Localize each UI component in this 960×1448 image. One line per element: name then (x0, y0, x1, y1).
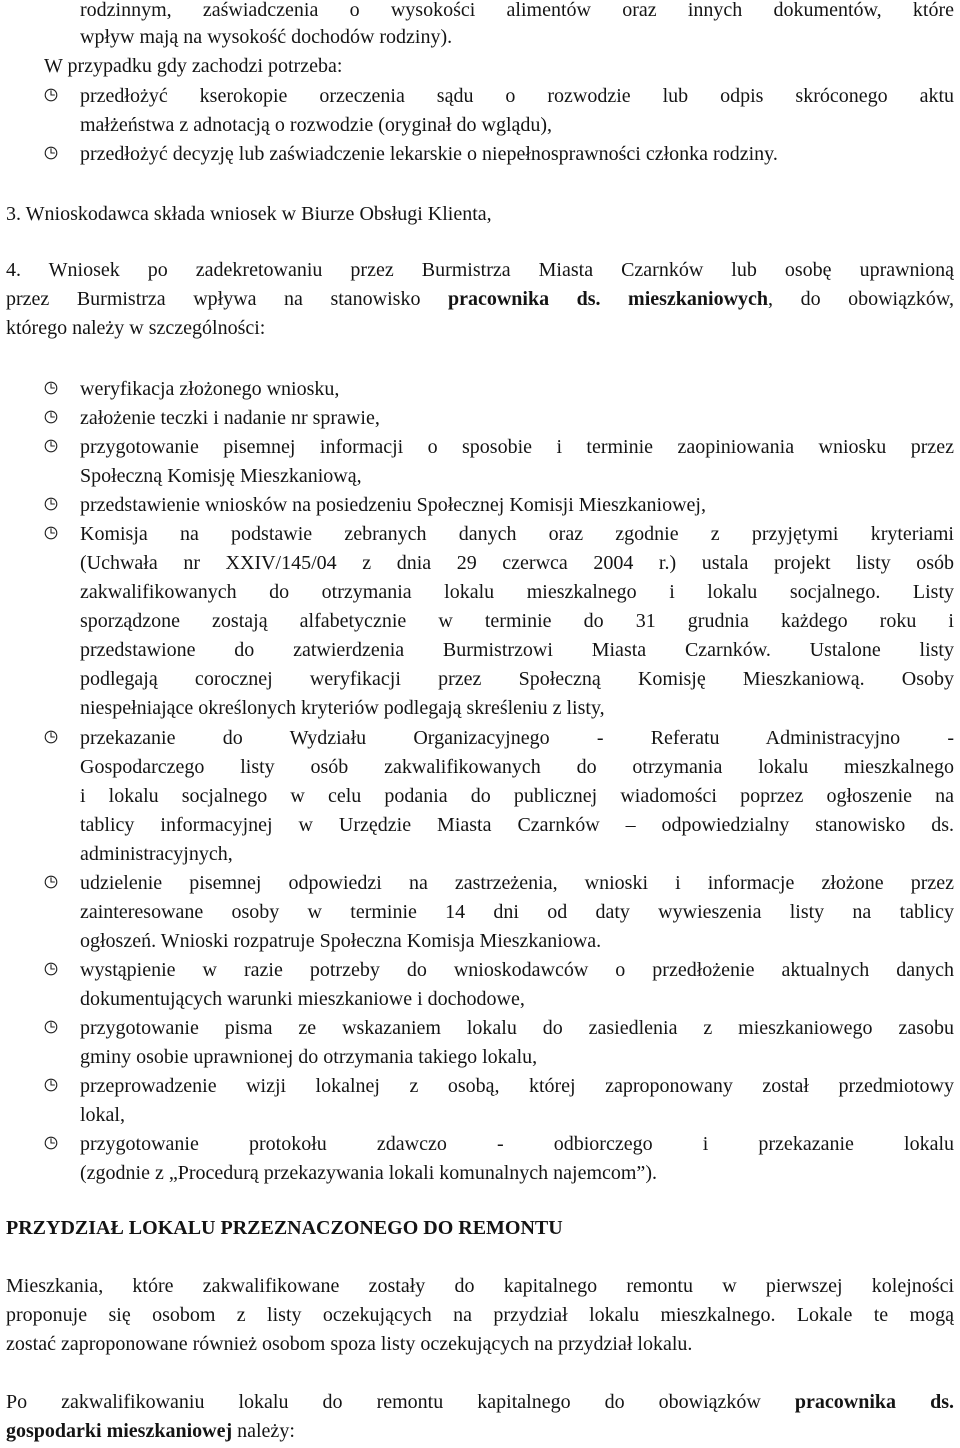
clock-bullet-icon (44, 491, 58, 520)
duty-10-line-2: lokal, (80, 1104, 125, 1126)
role-bold: pracownika ds. mieszkaniowych (447, 288, 769, 310)
clock-bullet-icon (44, 433, 58, 462)
clock-bullet-icon (44, 404, 58, 433)
intro-bullet-1-line-2: małżeństwa z adnotacją o rozwodzie (oryginał do wglądu), (80, 114, 553, 136)
section-para-1-line-3: zostać zaproponowane również osobom spoza listy oczekujących na przydział lokalu. (6, 1333, 693, 1355)
duty-6-line-1: przekazanie do Wydziału Organizacyjnego - Referatu Administracyjno - (80, 727, 954, 749)
duty-4-line-1: przedstawienie wniosków na posiedzeniu Społecznej Komisji Mieszkaniowej, (80, 494, 706, 516)
duty-1-line-1: weryfikacja złożonego wniosku, (80, 378, 340, 400)
role-bold: pracownika ds. (794, 1391, 954, 1413)
clock-bullet-icon (44, 724, 58, 753)
intro-line-3: W przypadku gdy zachodzi potrzeba: (44, 55, 343, 77)
clock-bullet-icon (44, 1130, 58, 1159)
duty-5-line-6: podlegają corocznej weryfikacji przez Społeczną Komisję Mieszkaniową. Osoby (80, 668, 954, 690)
duty-7-line-2: zainteresowane osoby w terminie 14 dni od daty wywieszenia listy na tablicy (80, 901, 954, 923)
duty-6-line-2: Gospodarczego listy osób zakwalifikowanych do otrzymania lokalu mieszkalnego (80, 756, 954, 778)
intro-bullet-1-line-1: przedłożyć kserokopie orzeczenia sądu o rozwodzie lub odpis skróconego aktu (80, 85, 954, 107)
duty-6-line-4: tablicy informacyjnej w Urzędzie Miasta Czarnków – odpowiedzialny stanowisko ds. (80, 814, 954, 836)
item-3: 3. Wnioskodawca składa wniosek w Biurze Obsługi Klienta, (6, 203, 492, 225)
clock-bullet-icon (44, 375, 58, 404)
clock-bullet-icon (44, 956, 58, 985)
item-4-line-2: przez Burmistrza wpływa na stanowisko pracownika ds. mieszkaniowych, do obowiązków, (6, 288, 954, 310)
duty-6-line-3: i lokalu socjalnego w celu podania do publicznej wiadomości poprzez ogłoszenie na (80, 785, 954, 807)
duty-6-line-5: administracyjnych, (80, 843, 233, 865)
section-para-1-line-2: proponuje się osobom z listy oczekujących na przydział lokalu mieszkalnego. Lokale te mogą (6, 1304, 954, 1326)
duty-5-line-1: Komisja na podstawie zebranych danych oraz zgodnie z przyjętymi kryteriami (80, 523, 954, 545)
duty-8-line-1: wystąpienie w razie potrzeby do wnioskodawców o przedłożenie aktualnych danych (80, 959, 954, 981)
clock-bullet-icon (44, 520, 58, 549)
duty-7-line-1: udzielenie pisemnej odpowiedzi na zastrzeżenia, wnioski i informacje złożone przez (80, 872, 954, 894)
duty-11-line-2: (zgodnie z „Procedurą przekazywania lokali komunalnych najemcom”). (80, 1162, 657, 1184)
section-para-2-line-1: Po zakwalifikowaniu lokalu do remontu kapitalnego do obowiązków pracownika ds. (6, 1391, 954, 1413)
duty-10-line-1: przeprowadzenie wizji lokalnej z osobą, której zaproponowany został przedmiotowy (80, 1075, 954, 1097)
item-4-line-3: którego należy w szczególności: (6, 317, 266, 339)
duty-3-line-2: Społeczną Komisję Mieszkaniową, (80, 465, 362, 487)
duty-9-line-1: przygotowanie pisma ze wskazaniem lokalu do zasiedlenia z mieszkaniowego zasobu (80, 1017, 954, 1039)
section-para-2-line-2: gospodarki mieszkaniowej należy: (6, 1420, 295, 1442)
clock-bullet-icon (44, 82, 58, 111)
intro-line-1: rodzinnym, zaświadczenia o wysokości alimentów oraz innych dokumentów, które (80, 0, 954, 21)
section-para-1-line-1: Mieszkania, które zakwalifikowane zostały do kapitalnego remontu w pierwszej kolejności (6, 1275, 954, 1297)
item-4-line-1: 4. Wniosek po zadekretowaniu przez Burmistrza Miasta Czarnków lub osobę uprawnioną (6, 259, 954, 281)
clock-bullet-icon (44, 1014, 58, 1043)
duty-2-line-1: założenie teczki i nadanie nr sprawie, (80, 407, 380, 429)
duty-5-line-3: zakwalifikowanych do otrzymania lokalu mieszkalnego i lokalu socjalnego. Listy (80, 581, 954, 603)
duty-3-line-1: przygotowanie pisemnej informacji o sposobie i terminie zaopiniowania wniosku przez (80, 436, 954, 458)
duty-5-line-7: niespełniające określonych kryteriów podlegają skreśleniu z listy, (80, 697, 605, 719)
duty-5-line-5: przedstawione do zatwierdzenia Burmistrzowi Miasta Czarnków. Ustalone listy (80, 639, 954, 661)
duty-9-line-2: gminy osobie uprawnionej do otrzymania takiego lokalu, (80, 1046, 538, 1068)
intro-bullet-2-line-1: przedłożyć decyzję lub zaświadczenie lekarskie o niepełnosprawności członka rodziny. (80, 143, 778, 165)
duty-5-line-4: sporządzone zostają alfabetycznie w terminie do 31 grudnia każdego roku i (80, 610, 954, 632)
clock-bullet-icon (44, 1072, 58, 1101)
clock-bullet-icon (44, 140, 58, 169)
section-heading: PRZYDZIAŁ LOKALU PRZEZNACZONEGO DO REMONTU (6, 1217, 563, 1239)
role-bold: gospodarki mieszkaniowej (6, 1420, 233, 1442)
clock-bullet-icon (44, 869, 58, 898)
duty-8-line-2: dokumentujących warunki mieszkaniowe i dochodowe, (80, 988, 525, 1010)
intro-line-2: wpływ mają na wysokość dochodów rodziny). (80, 26, 453, 48)
duty-11-line-1: przygotowanie protokołu zdawczo - odbiorczego i przekazanie lokalu (80, 1133, 954, 1155)
duty-7-line-3: ogłoszeń. Wnioski rozpatruje Społeczna Komisja Mieszkaniowa. (80, 930, 602, 952)
duty-5-line-2: (Uchwała nr XXIV/145/04 z dnia 29 czerwca 2004 r.) ustala projekt listy osób (80, 552, 954, 574)
